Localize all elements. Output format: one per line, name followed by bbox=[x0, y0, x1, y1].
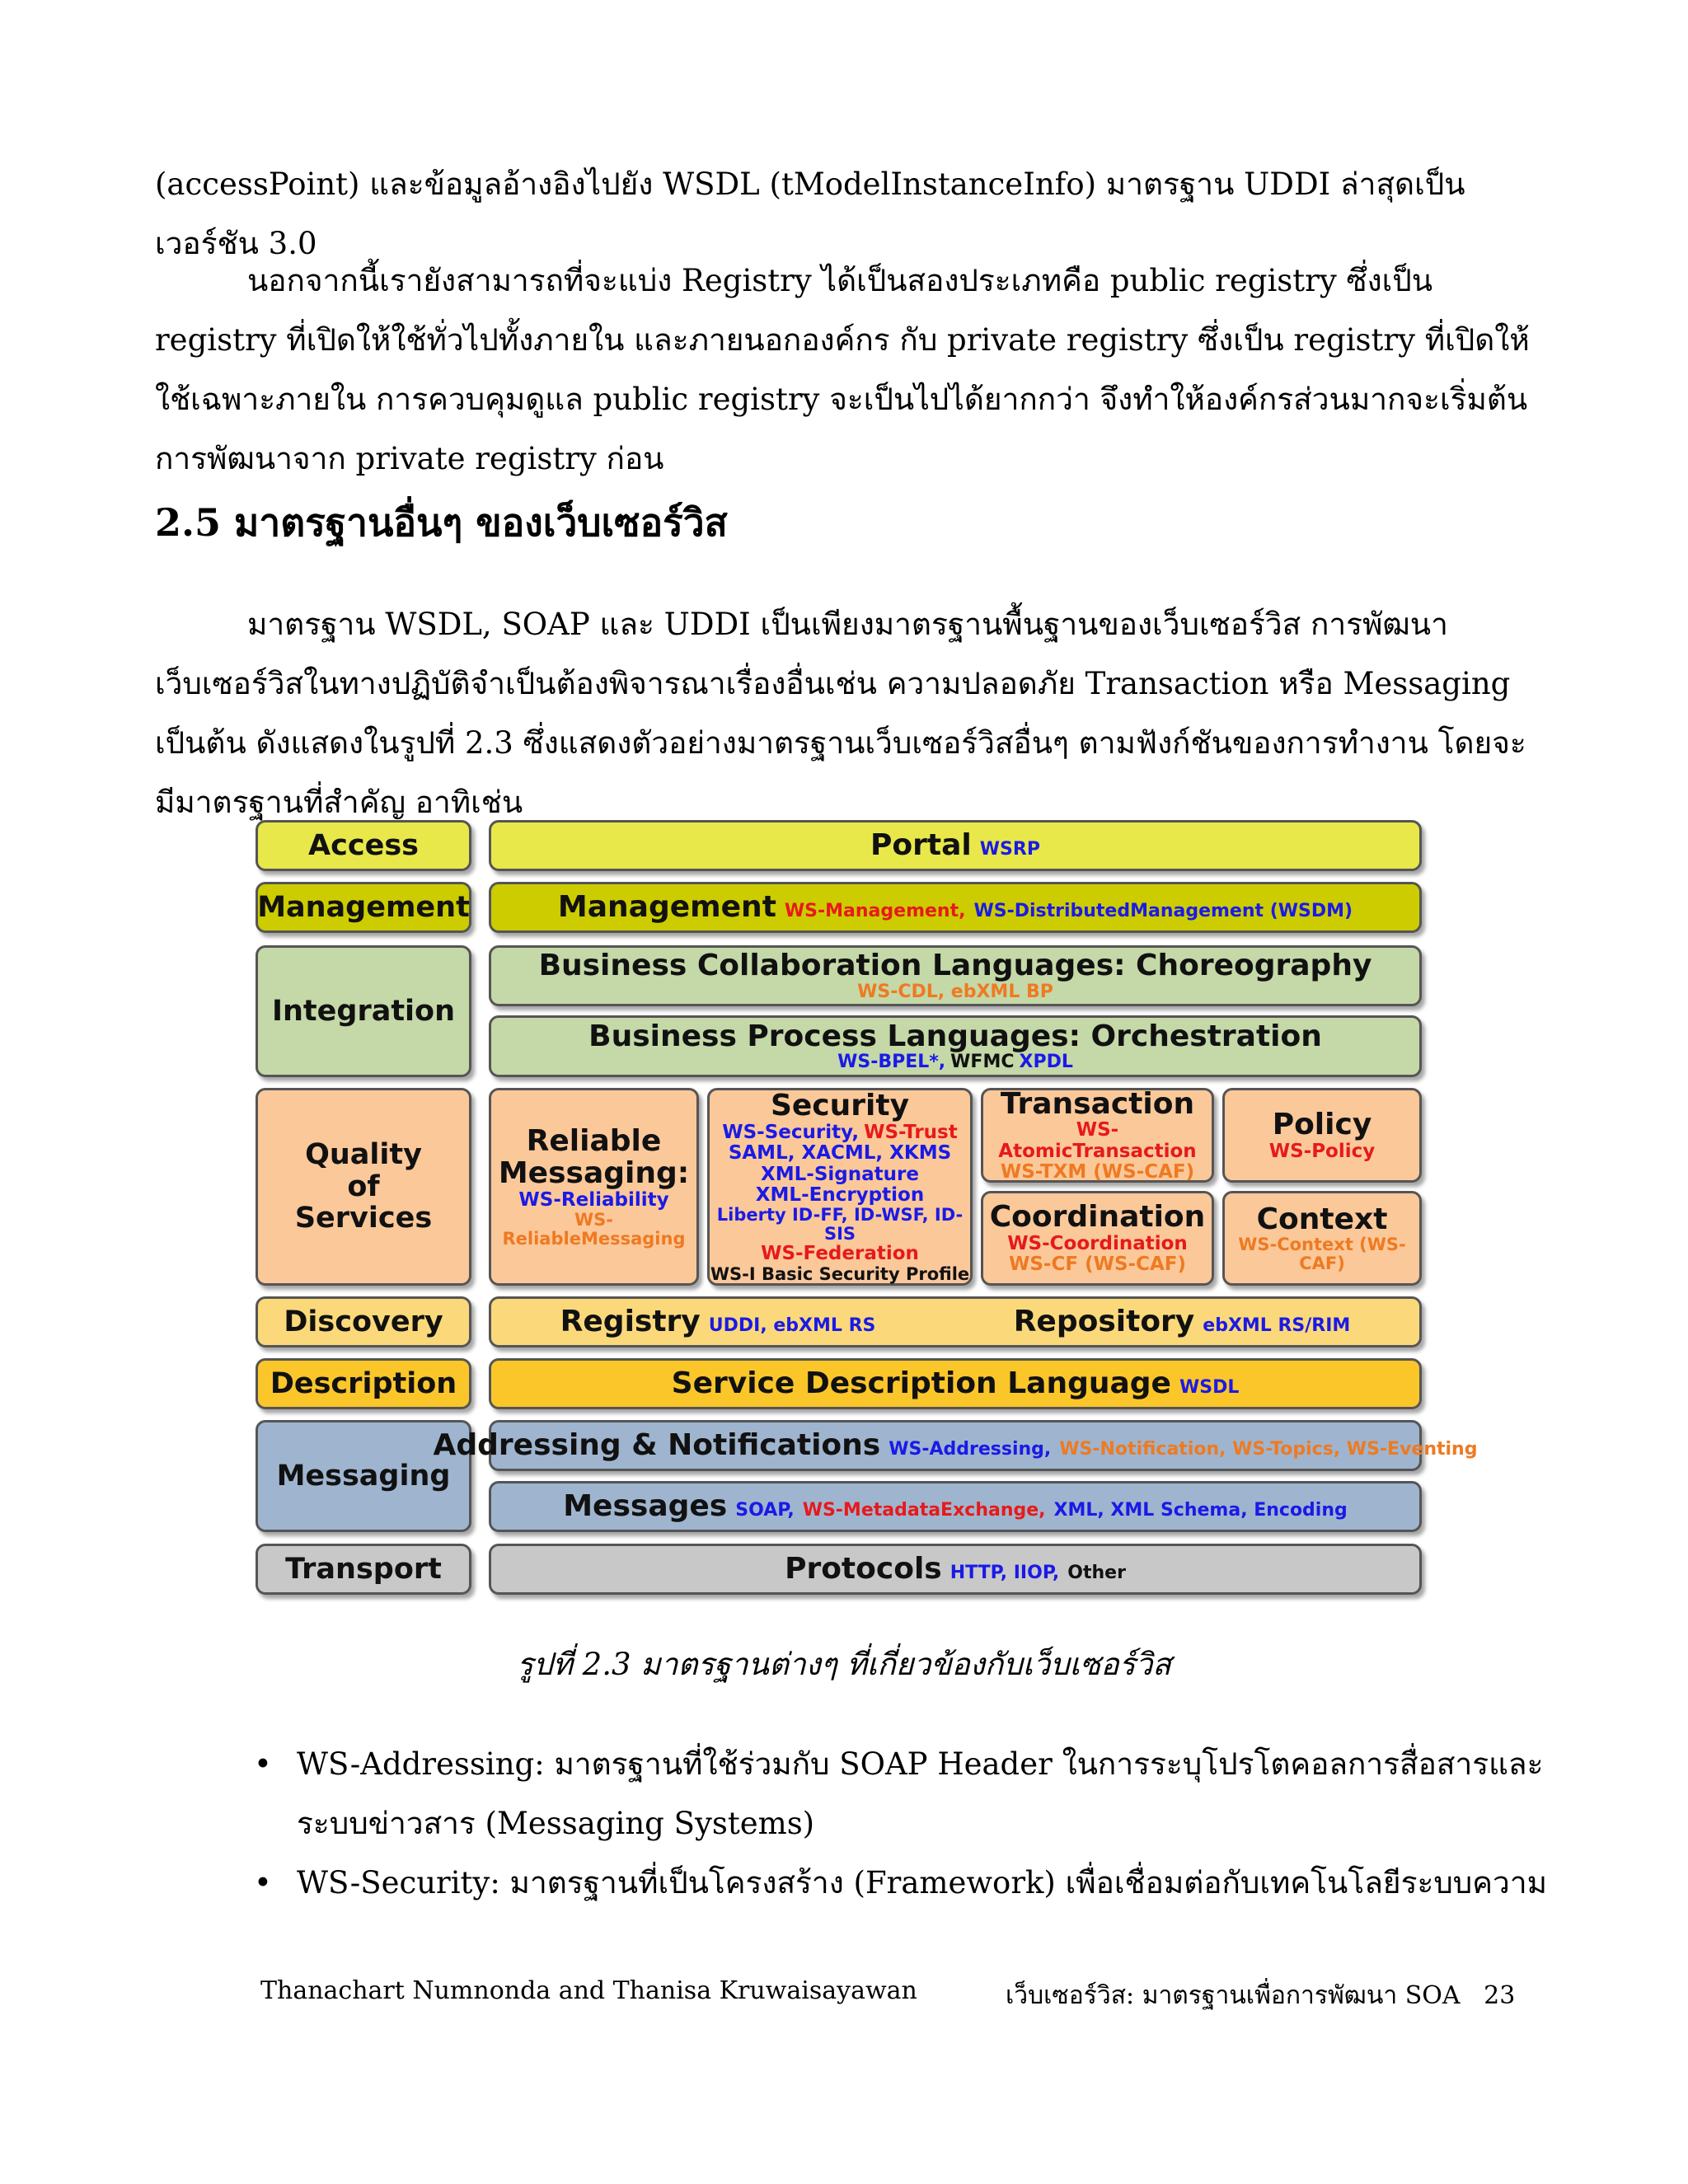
coordination-box: Coordination WS-Coordination WS-CF (WS-CAF) bbox=[981, 1191, 1214, 1286]
discovery-box: Registry UDDI, ebXML RS Repository ebXML RS/RIM bbox=[489, 1296, 1422, 1347]
addressing-box: Addressing & Notifications WS-Addressing, WS-Notification, WS-Topics, WS-Eventing bbox=[489, 1420, 1422, 1471]
integration-label: Integration bbox=[256, 945, 471, 1077]
orchestration-box: Business Process Languages: Orchestration WS-BPEL*, WFMC XPDL bbox=[489, 1015, 1422, 1077]
management-box: Management WS-Management, WS-DistributedManagement (WSDM) bbox=[489, 882, 1422, 933]
service-description-box: Service Description Language WSDL bbox=[489, 1358, 1422, 1409]
paragraph-1: (accessPoint) และข้อมูลอ้างอิงไปยัง WSDL (tModelInstanceInfo) มาตรฐาน UDDI ล่าสุดเป็นเวอร์ชัน 3.0 bbox=[155, 166, 1465, 261]
footer-title: เว็บเซอร์วิส: มาตรฐานเพื่อการพัฒนา SOA 23 bbox=[1006, 1981, 1516, 2010]
management-label: Management bbox=[256, 882, 471, 933]
messages-box: Messages SOAP, WS-MetadataExchange, XML, XML Schema, Encoding bbox=[489, 1481, 1422, 1532]
choreography-box: Business Collaboration Languages: Choreography WS-CDL, ebXML BP bbox=[489, 945, 1422, 1006]
portal-box: Portal WSRP bbox=[489, 820, 1422, 871]
messaging-label: Messaging bbox=[256, 1420, 471, 1532]
description-label: Description bbox=[256, 1358, 471, 1409]
bullet-icon: • bbox=[254, 1865, 272, 1900]
policy-box: Policy WS-Policy bbox=[1222, 1088, 1422, 1183]
security-box: Security WS-Security, WS-Trust SAML, XACML, XKMS XML-Signature XML-Encryption Liberty ID-FF, ID-WSF, ID-SIS WS-Federation WS-I Basic Security Profile bbox=[707, 1088, 973, 1286]
paragraph-2: นอกจากนี้เรายังสามารถที่จะแบ่ง Registry ได้เป็นสองประเภทคือ public registry ซึ่งเป็น registry ที่เปิดให้ใช้ทั่วไปทั้งภายใน และภายนอกองค์กร กับ private registry ซึ่งเป็น registry ที่เปิดให้ใช้เฉพาะภายใน การควบคุมดูแล public registry จะเป็นไปได้ยากกว่า จึงทำให้องค์กรส่วนมากจะเริ่มต้นการพัฒนาจาก private registry ก่อน bbox=[155, 263, 1530, 476]
reliable-messaging-box: Reliable Messaging: WS-Reliability WS-ReliableMessaging bbox=[489, 1088, 699, 1286]
transport-label: Transport bbox=[256, 1544, 471, 1595]
qos-label: Quality of Services bbox=[256, 1088, 471, 1286]
list-item: • WS-Security: มาตรฐานที่เป็นโครงสร้าง (Framework) เพื่อเชื่อมต่อกับเทคโนโลยีระบบความ bbox=[297, 1854, 1550, 1913]
access-label: Access bbox=[256, 820, 471, 871]
bullet-icon: • bbox=[254, 1746, 272, 1782]
list-item: • WS-Addressing: มาตรฐานที่ใช้ร่วมกับ SOAP Header ในการระบุโปรโตคอลการสื่อสารและระบบข่าวสาร (Messaging Systems) bbox=[297, 1735, 1550, 1854]
protocols-box: Protocols HTTP, IIOP, Other bbox=[489, 1544, 1422, 1595]
section-heading: 2.5 มาตรฐานอื่นๆ ของเว็บเซอร์วิส bbox=[155, 500, 728, 545]
discovery-label: Discovery bbox=[256, 1296, 471, 1347]
bullet-list bbox=[254, 1735, 1550, 1913]
transaction-box: Transaction WS-AtomicTransaction WS-TXM (WS-CAF) bbox=[981, 1088, 1214, 1183]
ws-standards-diagram bbox=[256, 820, 1478, 1603]
figure-caption: รูปที่ 2.3 มาตรฐานต่างๆ ที่เกี่ยวข้องกับเว็บเซอร์วิส bbox=[517, 1647, 1171, 1682]
paragraph-3: มาตรฐาน WSDL, SOAP และ UDDI เป็นเพียงมาตรฐานพื้นฐานของเว็บเซอร์วิส การพัฒนาเว็บเซอร์วิสในทางปฏิบัติจำเป็นต้องพิจารณาเรื่องอื่นเช่น ความปลอดภัย Transaction หรือ Messaging เป็นต้น ดังแสดงในรูปที่ 2.3 ซึ่งแสดงตัวอย่างมาตรฐานเว็บเซอร์วิสอื่นๆ ตามฟังก์ชันของการทำงาน โดยจะมีมาตรฐานที่สำคัญ อาทิเช่น bbox=[155, 607, 1526, 820]
footer-authors: Thanachart Numnonda and Thanisa Kruwaisayawan bbox=[260, 1976, 917, 2005]
context-box: Context WS-Context (WS-CAF) bbox=[1222, 1191, 1422, 1286]
page-number: 23 bbox=[1484, 1981, 1516, 2010]
